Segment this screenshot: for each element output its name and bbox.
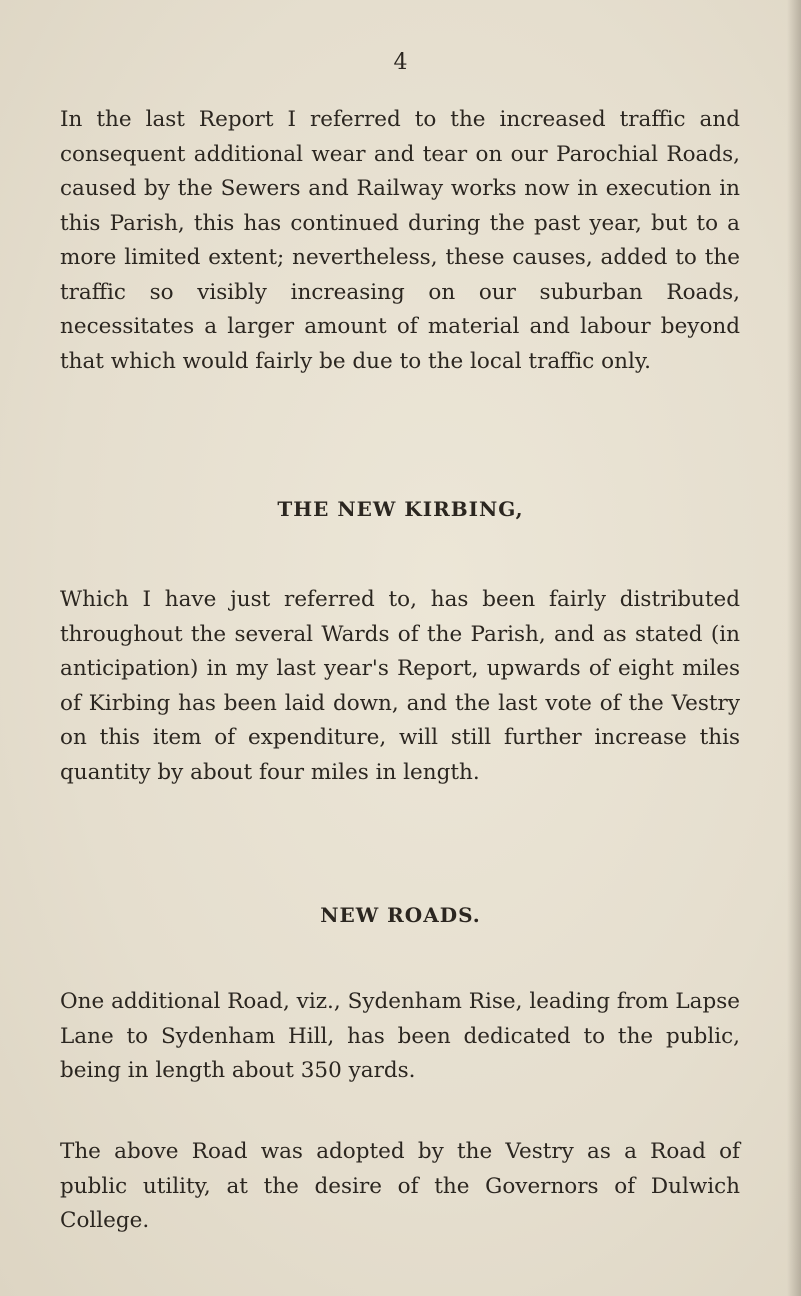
page-edge-shadow — [787, 0, 801, 1296]
paragraph-road-adoption: The above Road was adopted by the Vestry as a Road of public utility, at the desire of the Governors of Dulwich College. — [60, 1139, 740, 1233]
paragraph-sydenham-rise: One additional Road, viz., Sydenham Rise, leading from Lapse Lane to Sydenham Hill, has been dedicated to the public, being in length about 350 yards. — [60, 989, 740, 1083]
heading-new-kirbing: THE NEW KIRBING, — [277, 497, 524, 521]
page-number: 4 — [393, 50, 408, 75]
paragraph-traffic: In the last Report I referred to the increased traffic and consequent additional wear and tear on our Parochial Roads, caused by the Sewers and Railway works now in execution in this Parish, this has continued during the past year, but to a more limited extent; nevertheless, these causes, added to the traffic so visibly increasing on our suburban Roads, necessitates a larger amount of material and labour beyond that which would fairly be due to the local traffic only. — [60, 107, 740, 374]
paragraph-kirbing: Which I have just referred to, has been fairly distributed throughout the several Wards of the Parish, and as stated (in anticipation) in my last year's Report, upwards of eight miles of Kirbing has been laid down, and the last vote of the Vestry on this item of expenditure, will still further increase this quantity by about four miles in length. — [60, 587, 740, 785]
heading-new-roads: NEW ROADS. — [320, 903, 481, 927]
